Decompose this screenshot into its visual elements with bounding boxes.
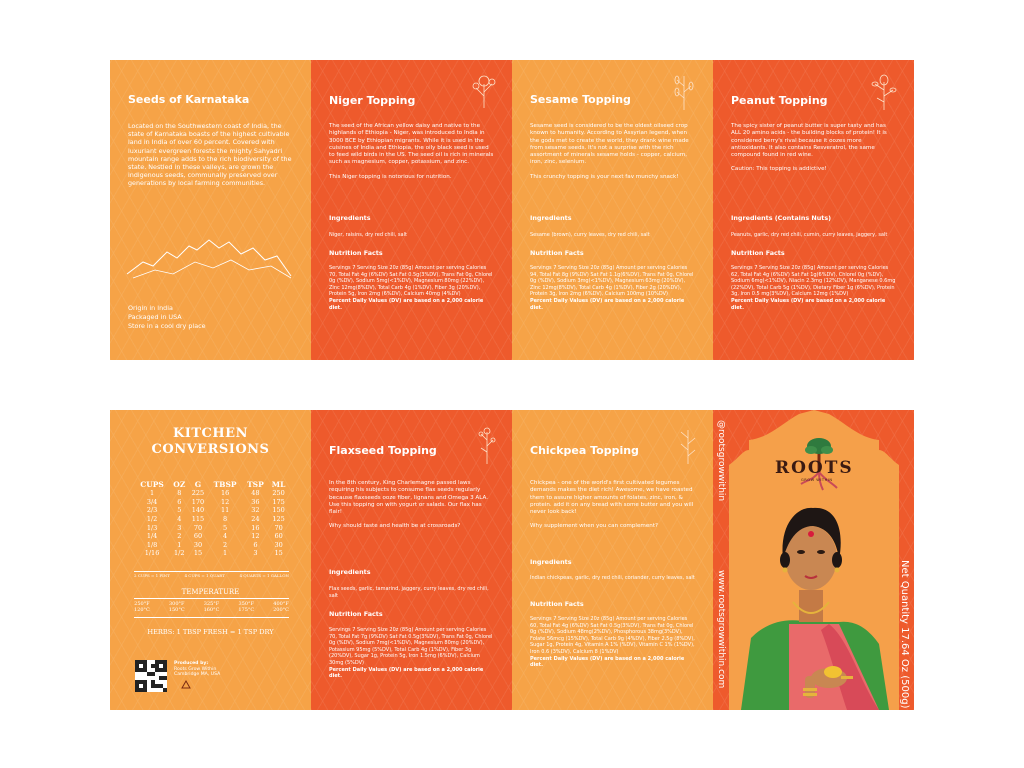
sesame-nutrition-text: Servings 7 Serving Size 20z (85g) Amount per serving Calories 94, Total Fat 8g (9%DV) Sat Fat 1.1g(6%DV), Trans Fat 0g, Chlorel 0g (%DV), Sodium 3mg(<1%DV), Magnesium 63mg (20%DV), Zinc 12mg(8%DV), Total Carb 4g (1%DV), Fiber 2g (20%DV), Protein 3g, Iron 2mg (6%DV), Calcium 100mg (10%DV) bbox=[530, 265, 694, 298]
table-cell: 3 bbox=[253, 549, 258, 558]
footer-pint: 2 CUPS = 1 PINT bbox=[134, 573, 170, 578]
flaxseed-body-2: Why should taste and health be at crossroads? bbox=[329, 523, 461, 530]
chickpea-nutrition-text: Servings 7 Serving Size 20z (85g) Amount per serving Calories 60, Total Fat 4g (6%DV) Sat Fat 0.5g(3%DV), Trans Fat 0g, Chlorel 0g (%DV), Sodium 48mg(2%DV), Phosphorous 38mg(3%DV), Folate 56mcg (15%DV), Total Carb 9g (4%DV), Fiber 2.5g (8%DV), Sugar 1g, Protein 4g, Vitamin A 1% (%DV), Vitamin C 1% (1%DV), Iron 0.6 (3%DV), Calcium 8 (1%DV) bbox=[530, 616, 695, 655]
table-cell: 70 bbox=[193, 523, 203, 532]
temp-c: 160°C bbox=[203, 607, 220, 613]
table-cell: 60 bbox=[274, 532, 283, 541]
table-cell: 11 bbox=[220, 506, 230, 515]
temp-f: 250°F bbox=[134, 601, 150, 607]
table-cell: 12 bbox=[251, 532, 260, 541]
flaxseed-body-1: In the 8th century, King Charlemagne passed laws requiring his subjects to consume flax seeds regularly because flaxseeds ooze fiber, lignans and Omega 3 ALA. Use this topping on with yogurt or salads. Our flax has flair! bbox=[329, 480, 488, 516]
kitchen-title-line2: CONVERSIONS bbox=[151, 442, 270, 457]
temp-f: 400°F bbox=[273, 601, 289, 607]
peanut-dv-text: Percent Daily Values (DV) are based on a 2,000 calorie diet. bbox=[731, 297, 886, 311]
table-cell: 48 bbox=[251, 489, 260, 498]
table-cell: 1/2 bbox=[174, 549, 185, 558]
producer-name: Roots Grow Within bbox=[174, 666, 217, 672]
peanut-body bbox=[731, 123, 896, 181]
table-cell: 4 bbox=[177, 515, 182, 524]
table-cell: 16 bbox=[220, 489, 230, 498]
sesame-body-1: Sesame seed is considered to be the oldest oilseed crop known to humanity. According to Assyrian legend, when the gods met to create the world, they drank wine made from sesame seeds. It's not a surprise with the rich assortment of minerals sesame holds - copper, calcium, iron, zinc, selenium. bbox=[530, 123, 689, 166]
temp-col bbox=[204, 601, 220, 613]
table-cell: 2 bbox=[223, 540, 228, 549]
producer-location: Cambridge MA, USA bbox=[174, 672, 221, 678]
niger-body-1: The seed of the African yellow daisy and native to the highlands of Ethiopia - Niger, was introduced to India in 3000 BCE by Ethiopian migrants. While it is used in the cuisines of India and Ethiopia, the oily black seed is used to feed wild birds in the US. The seed oil is rich in minerals such as magnesium, copper, potassium, and zinc. bbox=[329, 123, 494, 166]
flax-plant-icon bbox=[475, 426, 499, 466]
table-row bbox=[134, 489, 289, 498]
sesame-body bbox=[530, 123, 695, 188]
header-cups: CUPS bbox=[140, 480, 164, 489]
handle-text[interactable]: @rootsgrowwithin bbox=[716, 420, 726, 502]
panel-flaxseed bbox=[311, 410, 512, 710]
chickpea-title: Chickpea Topping bbox=[530, 444, 639, 457]
chickpea-body bbox=[530, 480, 695, 538]
table-cell: 16 bbox=[251, 523, 260, 532]
table-cell: 115 bbox=[191, 515, 205, 524]
conversion-table bbox=[134, 480, 289, 558]
header-oz: OZ bbox=[173, 480, 186, 489]
table-cell: 150 bbox=[272, 506, 285, 515]
table-cell: 4 bbox=[223, 532, 228, 541]
kitchen-title bbox=[110, 426, 311, 458]
panel-sesame bbox=[512, 60, 713, 360]
temperature-values bbox=[134, 601, 289, 613]
table-cell: 3/4 bbox=[146, 497, 158, 506]
niger-body bbox=[329, 123, 494, 188]
temp-c: 200°C bbox=[273, 607, 289, 613]
table-cell: 2 bbox=[177, 532, 182, 541]
panel-front-cover bbox=[713, 410, 914, 710]
table-cell: 1/3 bbox=[146, 523, 158, 532]
table-cell: 12 bbox=[220, 497, 230, 506]
table-cell: 60 bbox=[193, 532, 203, 541]
brand-name: ROOTS bbox=[775, 458, 854, 478]
chickpea-nutrition-label: Nutrition Facts bbox=[530, 600, 584, 608]
temperature-label: TEMPERATURE bbox=[181, 588, 240, 596]
karnataka-body: Located on the Southwestern coast of India, the state of Karnataka boasts of the highest cultivable land in India of over 60 percent. Covered with luxuriant evergreen forests the mighty Sahyadri mountain range adds to the rich biodiversity of the state. Nestled in these valleys, are grown the indigenous seeds, communally preserved over generations by local farming communities. bbox=[128, 122, 292, 188]
table-cell: 8 bbox=[223, 515, 228, 524]
peanut-nutrition-text: Servings 7 Serving Size 20z (85g) Amount per serving Calories 62, Total Fat 4g (6%DV) Sat Fat 1g(6%DV), Chlorel 0g (%DV), Sodium 6mg(<1%DV), Niacin 2.3mg (12%DV), Manganese 0.6mg (22%DV), Total Carb 5g (1%DV), Dietary Fiber 1g (6%DV), Protein 3g, Iron 0.5 mg(3%DV), Calcium 12mg (1%DV) bbox=[731, 265, 896, 298]
table-cell: 1/4 bbox=[146, 532, 158, 541]
peanut-nutrition bbox=[731, 265, 896, 311]
flaxseed-dv-text: Percent Daily Values (DV) are based on a 2,000 calorie diet. bbox=[329, 666, 484, 680]
table-cell: 1 bbox=[149, 489, 155, 498]
conversion-divider bbox=[134, 571, 289, 572]
temp-c: 150°C bbox=[168, 607, 185, 613]
temp-f: 300°F bbox=[168, 601, 185, 607]
niger-ingredients-label: Ingredients bbox=[329, 214, 371, 222]
sesame-ingredients-label: Ingredients bbox=[530, 214, 572, 222]
chickpea-ingredients: Indian chickpeas, garlic, dry red chili, coriander, curry leaves, salt bbox=[530, 575, 695, 581]
packaged-text: Packaged in USA bbox=[128, 313, 182, 321]
niger-ingredients: Niger, raisins, dry red chili, salt bbox=[329, 232, 407, 238]
niger-body-2: This Niger topping is notorious for nutrition. bbox=[329, 173, 452, 180]
flaxseed-title: Flaxseed Topping bbox=[329, 444, 437, 457]
store-text: Store in a cool dry place bbox=[128, 322, 206, 330]
table-cell: 140 bbox=[191, 506, 205, 515]
panel-niger bbox=[311, 60, 512, 360]
header-tbsp: TBSP bbox=[213, 480, 237, 489]
flaxseed-nutrition-label: Nutrition Facts bbox=[329, 610, 383, 618]
flower-sketch-icon bbox=[471, 72, 497, 110]
flaxseed-ingredients: Flax seeds, garlic, tamarind, jaggery, curry leaves, dry red chili, salt bbox=[329, 586, 489, 599]
table-cell: 1/2 bbox=[146, 515, 158, 524]
table-cell: 15 bbox=[193, 549, 203, 558]
chickpea-dv-text: Percent Daily Values (DV) are based on a 2,000 calorie diet. bbox=[530, 655, 685, 669]
sesame-body-2: This crunchy topping is your next fav munchy snack! bbox=[530, 173, 679, 180]
table-row bbox=[134, 532, 289, 541]
flaxseed-nutrition bbox=[329, 627, 494, 680]
temperature-divider bbox=[134, 598, 289, 599]
sesame-nutrition bbox=[530, 265, 695, 311]
temp-c: 120°C bbox=[134, 607, 150, 613]
chickpea-nutrition bbox=[530, 616, 695, 669]
table-cell: 30 bbox=[193, 540, 203, 549]
temp-f: 325°F bbox=[203, 601, 220, 607]
peanut-ingredients: Peanuts, garlic, dry red chili, cumin, curry leaves, jaggery, salt bbox=[731, 232, 888, 238]
footer-quart: 4 CUPS = 1 QUART bbox=[184, 573, 225, 578]
panel-kitchen-conversions bbox=[110, 410, 311, 710]
niger-title: Niger Topping bbox=[329, 94, 416, 107]
table-cell: 5 bbox=[177, 506, 182, 515]
flaxseed-ingredients-label: Ingredients bbox=[329, 568, 371, 576]
temp-col bbox=[169, 601, 185, 613]
mountain-outline-illustration bbox=[125, 232, 295, 282]
website-text[interactable]: www.rootsgrowwithin.com bbox=[716, 570, 726, 689]
kitchen-title-line1: KITCHEN bbox=[173, 426, 248, 441]
table-cell: 70 bbox=[274, 523, 283, 532]
panel-chickpea bbox=[512, 410, 713, 710]
table-cell: 1/8 bbox=[146, 540, 158, 549]
table-cell: 125 bbox=[272, 515, 285, 524]
table-cell: 36 bbox=[251, 497, 260, 506]
sesame-plant-icon bbox=[672, 72, 696, 112]
table-row bbox=[134, 506, 289, 515]
table-cell: 30 bbox=[274, 540, 283, 549]
temp-col bbox=[238, 601, 254, 613]
herbs-text: HERBS: 1 TBSP FRESH = 1 TSP DRY bbox=[147, 628, 274, 636]
recycle-icon bbox=[180, 680, 192, 692]
table-cell: 3 bbox=[177, 523, 182, 532]
table-cell: 8 bbox=[177, 489, 182, 498]
conversion-header-row bbox=[134, 480, 289, 489]
niger-nutrition bbox=[329, 265, 494, 311]
conversion-footer bbox=[134, 573, 289, 579]
karnataka-title: Seeds of Karnataka bbox=[128, 93, 250, 106]
temp-col bbox=[134, 601, 150, 613]
table-cell: 250 bbox=[272, 489, 285, 498]
sesame-dv-text: Percent Daily Values (DV) are based on a 2,000 calorie diet. bbox=[530, 297, 685, 311]
peanut-ingredients-label: Ingredients (Contains Nuts) bbox=[731, 214, 832, 222]
table-cell: 2/3 bbox=[146, 506, 158, 515]
table-row bbox=[134, 549, 289, 558]
origin-text: Origin in India bbox=[128, 304, 173, 312]
panel-karnataka bbox=[110, 60, 311, 360]
table-cell: 32 bbox=[251, 506, 260, 515]
temp-col bbox=[273, 601, 289, 613]
produced-by-label: Produced by: bbox=[174, 661, 209, 666]
peanut-plant-icon bbox=[869, 72, 899, 112]
table-cell: 24 bbox=[251, 515, 260, 524]
table-cell: 6 bbox=[253, 540, 258, 549]
table-cell: 170 bbox=[191, 497, 205, 506]
producer-info bbox=[174, 661, 220, 678]
peanut-nutrition-label: Nutrition Facts bbox=[731, 249, 785, 257]
chickpea-body-2: Why supplement when you can complement? bbox=[530, 523, 658, 530]
header-tsp: TSP bbox=[247, 480, 264, 489]
table-cell: 1 bbox=[177, 540, 182, 549]
qr-code-icon[interactable] bbox=[135, 660, 167, 692]
table-row bbox=[134, 523, 289, 532]
peanut-body-1: The spicy sister of peanut butter is super tasty and has ALL 20 amino acids - the building blocks of protein! It is considered berry's rival because it oozes more antioxidants. It also contains Resveratrol, the same compound found in red wine. bbox=[731, 123, 887, 159]
footer-gallon: 4 QUARTS = 1 GALLON bbox=[239, 573, 289, 578]
peanut-body-2: Caution: This topping is addictive! bbox=[731, 166, 827, 173]
table-cell: 1/16 bbox=[144, 549, 160, 558]
chickpea-plant-icon bbox=[676, 426, 700, 466]
header-g: G bbox=[194, 480, 202, 489]
table-row bbox=[134, 498, 289, 507]
table-cell: 15 bbox=[274, 549, 283, 558]
flaxseed-nutrition-text: Servings 7 Serving Size 20z (85g) Amount per serving Calories 70, Total Fat 7g (9%DV) Sat Fat 0.5g(3%DV), Trans Fat 0g, Chlorel 0g (%DV), Sodium 7mg(<1%DV), Magnesium 80mg (20%DV), Potassium 95mg (5%DV), Total Carb 4g (1%DV), Fiber 3g (20%DV), Sugar 1g, Protein 5g, Iron 1.5mg (6%DV), Calcium 30mg (5%DV) bbox=[329, 627, 493, 666]
niger-nutrition-text: Servings 7 Serving Size 20z (85g) Amount per serving Calories 70, Total Fat 4g (6%DV) Sat Fat 0.5g(3%DV), Trans Fat 0g, Chlorel 0g (%DV), Sodium 5mg(<1%DV), Magnesium 80mg (22%DV), Zinc 12mg(8%DV), Total Carb 4g (1%DV), Fiber 3g (20%DV), Protein 5g, Iron 2mg (6%DV), Calcium 40mg (4%DV) bbox=[329, 265, 493, 298]
table-row bbox=[134, 515, 289, 524]
table-cell: 225 bbox=[191, 489, 205, 498]
sesame-nutrition-label: Nutrition Facts bbox=[530, 249, 584, 257]
net-quantity-text: Net Quantity 17.64 Oz (500g) bbox=[899, 560, 910, 709]
temp-f: 350°F bbox=[238, 601, 255, 607]
niger-dv-text: Percent Daily Values (DV) are based on a 2,000 calorie diet. bbox=[329, 297, 484, 311]
niger-nutrition-label: Nutrition Facts bbox=[329, 249, 383, 257]
panel-peanut bbox=[713, 60, 914, 360]
table-cell: 5 bbox=[223, 523, 228, 532]
chickpea-ingredients-label: Ingredients bbox=[530, 558, 572, 566]
brand-tagline: GROW WITHIN bbox=[801, 478, 833, 482]
herbs-divider bbox=[134, 617, 289, 618]
sesame-ingredients: Sesame (brown), curry leaves, dry red chili, salt bbox=[530, 232, 650, 238]
temp-c: 175°C bbox=[238, 607, 255, 613]
table-row bbox=[134, 541, 289, 550]
header-ml: ML bbox=[271, 480, 286, 489]
front-arch-illustration bbox=[729, 410, 899, 710]
sesame-title: Sesame Topping bbox=[530, 93, 631, 106]
table-cell: 6 bbox=[177, 497, 182, 506]
table-cell: 1 bbox=[223, 549, 228, 558]
peanut-title: Peanut Topping bbox=[731, 94, 828, 107]
table-cell: 175 bbox=[272, 497, 285, 506]
flaxseed-body bbox=[329, 480, 494, 538]
chickpea-body-1: Chickpea - one of the world's first cultivated legumes demands makes the diet rich! Awesome, we have roasted them to assure higher amounts of folates, zinc, iron, & protein. add it on any bread with some butter and you will never look back! bbox=[530, 480, 694, 516]
